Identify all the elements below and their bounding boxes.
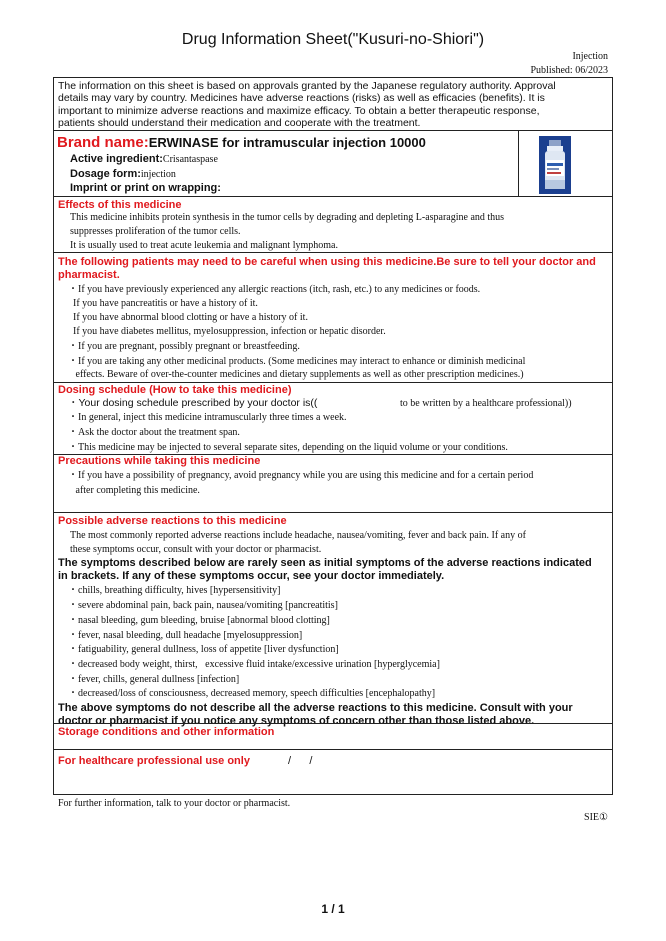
storage-heading: Storage conditions and other information (58, 726, 275, 738)
dosage-form (70, 168, 176, 180)
brand-name-label: Brand name: (57, 134, 149, 151)
effects-line: It is usually used to treat acute leukemia and malignant lymphoma. (70, 240, 338, 251)
careful-line: If you have abnormal blood clotting or have a history of it. (68, 312, 308, 323)
careful-heading: The following patients may need to be careful when using this medicine.Be sure to tell your doctor and (58, 256, 596, 268)
careful-line: ・If you are taking any other medicinal products. (Some medicines may interact to enhance or diminish medicinal (68, 356, 526, 367)
brand-section (54, 130, 612, 196)
symptom-item: ・severe abdominal pain, back pain, nausea/vomiting [pancreatitis] (68, 600, 338, 611)
symptom-item: ・decreased body weight, thirst, excessive fluid intake/excessive urination [hyperglycemia] (68, 659, 440, 670)
information-sheet (53, 77, 613, 795)
symptom-item: ・decreased/loss of consciousness, decreased memory, speech difficulties [encephalopathy] (68, 688, 436, 699)
dosing-schedule-suffix: to be written by a healthcare professional)) (400, 398, 572, 409)
hcp-section (54, 749, 612, 794)
brand-cell (54, 131, 519, 196)
dosing-line: ・This medicine may be injected to several separate sites, depending on the liquid volume or your conditions. (68, 442, 508, 453)
symptom-item: ・fever, chills, general dullness [infection] (68, 674, 240, 685)
precautions-heading: Precautions while taking this medicine (58, 455, 261, 467)
document-type: Injection (572, 51, 608, 62)
careful-line: ・If you are pregnant, possibly pregnant or breastfeeding. (68, 341, 300, 352)
dosing-heading: Dosing schedule (How to take this medicine) (58, 384, 292, 396)
adverse-common-line: The most commonly reported adverse reactions include headache, nausea/vomiting, fever and back pain. If any of (70, 530, 526, 541)
effects-line: This medicine inhibits protein synthesis in the tumor cells by degrading and depleting L-asparagine and thus (70, 212, 505, 223)
intro-line: patients should understand their medication and cooperate with the treatment. (58, 116, 421, 129)
symptom-item: ・fever, nasal bleeding, dull headache [myelosuppression] (68, 630, 303, 641)
adverse-rare-line: The symptoms described below are rarely seen as initial symptoms of the adverse reactions indicated (58, 557, 592, 569)
footer-note: For further information, talk to your doctor or pharmacist. (58, 798, 291, 809)
active-ingredient-label: Active ingredient: (70, 153, 163, 165)
intro-section (54, 78, 612, 130)
imprint (70, 182, 221, 194)
effects-heading: Effects of this medicine (58, 199, 182, 211)
active-ingredient-value: Crisantaspase (162, 154, 218, 165)
careful-line: ・If you have previously experienced any allergic reactions (itch, rash, etc.) to any medicines or foods. (68, 284, 481, 295)
adverse-closing-line: doctor or pharmacist if you notice any symptoms of concern other than those listed above. (58, 715, 535, 727)
brand-name: ERWINASE for intramuscular injection 10000 (148, 135, 426, 150)
dosage-form-value: injection (140, 169, 176, 180)
page-number: 1 / 1 (321, 902, 345, 916)
storage-section (54, 723, 612, 749)
drug-vial-image (539, 136, 571, 194)
intro-line: The information on this sheet is based on approvals granted by the Japanese regulatory authority. Approval (58, 80, 556, 92)
adverse-section (54, 512, 612, 727)
published-date: Published: 06/2023 (530, 65, 608, 76)
symptom-item: ・fatiguability, general dullness, loss of appetite [liver dysfunction] (68, 644, 339, 655)
careful-section (54, 252, 612, 382)
hcp-heading: For healthcare professional use only (58, 755, 250, 767)
dosage-form-label: Dosage form: (70, 168, 141, 180)
careful-heading: pharmacist. (58, 269, 120, 281)
symptom-item: ・chills, breathing difficulty, hives [hypersensitivity] (68, 585, 281, 596)
hcp-date-field: / / (288, 755, 313, 767)
symptom-item: ・nasal bleeding, gum bleeding, bruise [abnormal blood clotting] (68, 615, 330, 626)
brand-name-line (57, 134, 426, 151)
adverse-common-line: these symptoms occur, consult with your doctor or pharmacist. (70, 544, 322, 555)
adverse-closing-line: The above symptoms do not describe all the adverse reactions to this medicine. Consult with your (58, 702, 573, 714)
intro-line: details may vary by country. Medicines have adverse reactions (risks) as well as efficacies (benefits). It is (58, 92, 545, 105)
careful-line: If you have pancreatitis or have a history of it. (68, 298, 258, 309)
precautions-line: after completing this medicine. (68, 485, 200, 496)
precautions-section (54, 454, 612, 512)
intro-line: important to minimize adverse reactions and maximize efficacy. To obtain a better therapeutic response, (58, 104, 540, 117)
effects-section (54, 196, 612, 252)
dosing-schedule-prefix: ・Your dosing schedule prescribed by your doctor is(( (68, 397, 318, 409)
dosing-line: ・In general, inject this medicine intramuscularly three times a week. (68, 412, 347, 423)
dosing-section (54, 382, 612, 454)
adverse-rare-line: in brackets. If any of these symptoms occur, see your doctor immediately. (58, 570, 445, 582)
document-title: Drug Information Sheet("Kusuri-no-Shiori") (181, 31, 485, 48)
precautions-line: ・If you have a possibility of pregnancy, avoid pregnancy while you are using this medicine and for a certain period (68, 470, 534, 481)
active-ingredient (70, 153, 218, 165)
careful-line: If you have diabetes mellitus, myelosuppression, infection or hepatic disorder. (68, 326, 386, 337)
document-code: SIE① (584, 812, 608, 823)
imprint-label: Imprint or print on wrapping: (70, 182, 221, 194)
careful-line: effects. Beware of over-the-counter medicines and dietary supplements as well as other prescription medicines.) (68, 369, 524, 380)
dosing-line: ・Ask the doctor about the treatment span. (68, 427, 240, 438)
effects-line: suppresses proliferation of the tumor cells. (70, 226, 241, 237)
adverse-heading: Possible adverse reactions to this medicine (58, 515, 287, 527)
